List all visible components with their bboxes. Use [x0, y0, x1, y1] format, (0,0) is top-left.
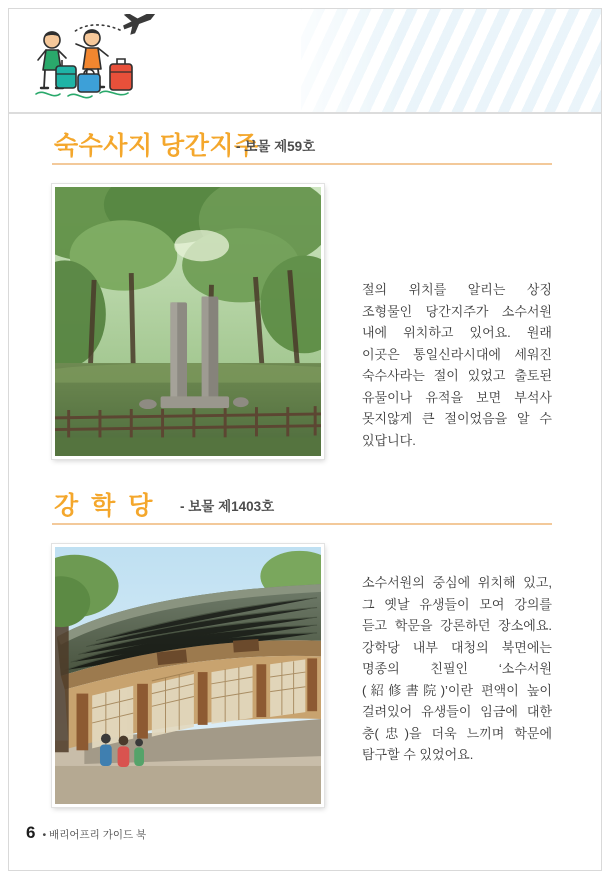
- travelers-with-luggage-icon: [24, 14, 164, 106]
- section-header: [0, 122, 610, 170]
- suitcase-red: [110, 59, 132, 90]
- section-sukusaji: [0, 122, 610, 448]
- section-header: [0, 482, 610, 530]
- section-ganghakdang: [0, 482, 610, 762]
- section-title: 숙수사지 당간지주: [54, 132, 259, 160]
- section-subtitle: - 보물 제59호: [236, 139, 316, 154]
- page-number: 6: [26, 823, 36, 842]
- header-divider: [9, 112, 601, 114]
- photo-ganghakdang: [52, 544, 324, 807]
- airplane-icon: [120, 14, 159, 36]
- stripe-fade-overlay: [271, 9, 401, 113]
- section-divider: [52, 163, 552, 165]
- footer-note: • 배리어프리 가이드 북: [42, 828, 147, 841]
- page-footer: [26, 824, 146, 841]
- section-divider: [52, 523, 552, 525]
- section-title: 강 학 당: [54, 492, 156, 520]
- bag-blue: [78, 70, 100, 93]
- photo-sukusaji-danganjiju: [52, 184, 324, 459]
- section-subtitle: - 보물 제1403호: [180, 499, 275, 514]
- section-body-text: 소수서원의 중심에 위치해 있고, 그 옛날 유생들이 모여 강의를 듣고 학문을 강론하던 장소에요. 강학당 내부 대청의 북면에는 명종의 친필인 ‘소수서원(紹修書院)’이란 편액이 높이 걸려있어 유생들이 임금에 대한 충(忠)을 더욱 느끼며 학문에 탐구할 수 있었어요.: [362, 575, 552, 762]
- section-body-text: 절의 위치를 알리는 상징 조형물인 당간지주가 소수서원 내에 위치하고 있어요. 원래 이곳은 통일신라시대에 세워진 숙수사라는 절이 있었고 출토된 유물이나 유적을 보면 부석사 못지않게 큰 절이었음을 알 수 있답니다.: [362, 282, 552, 448]
